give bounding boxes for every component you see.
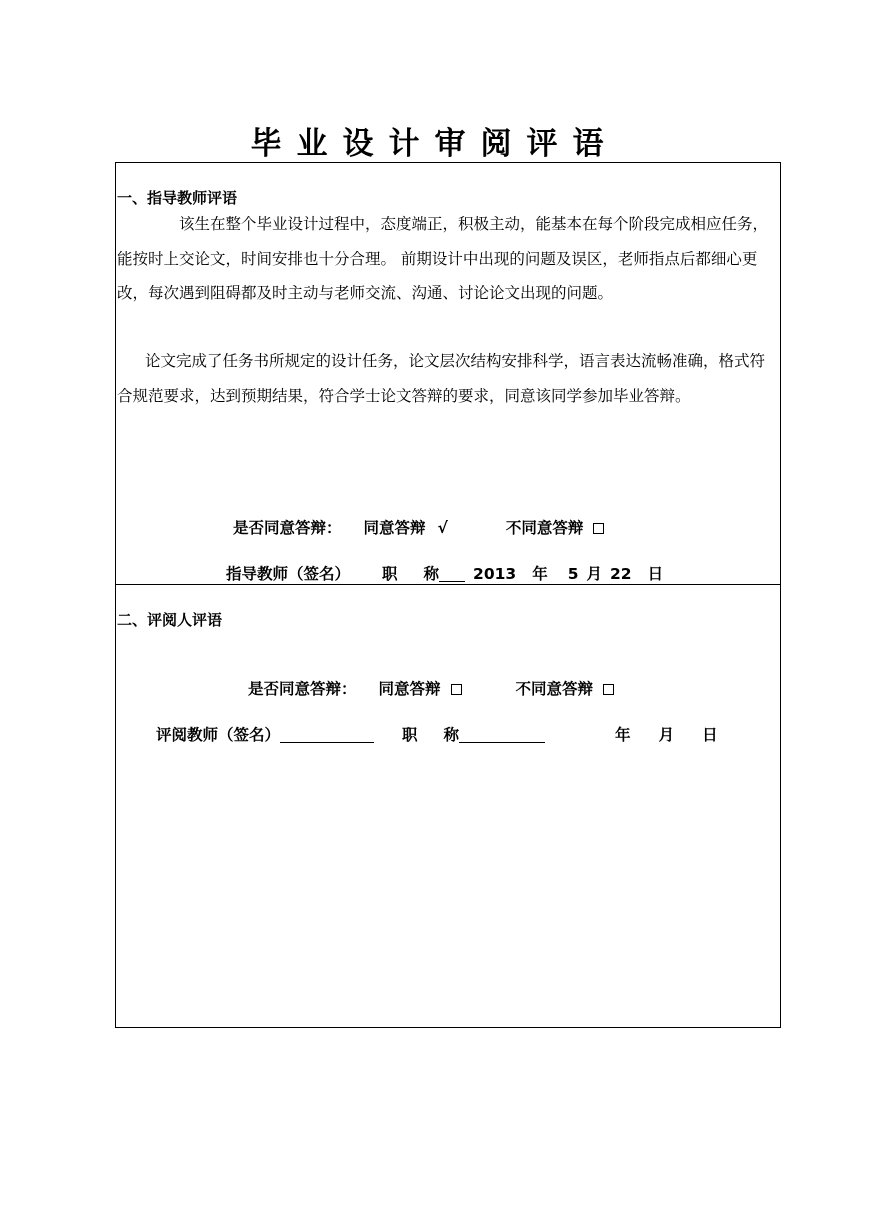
title-underline[interactable] <box>439 565 465 582</box>
signature-underline[interactable] <box>280 726 374 743</box>
year-label: 年 <box>615 726 631 744</box>
advisor-section-heading: 一、指导教师评语 <box>117 189 238 207</box>
disagree-option-label: 不同意答辩 <box>515 680 594 698</box>
reviewer-section-heading: 二、评阅人评语 <box>117 611 223 629</box>
agree-question-label: 是否同意答辩： <box>248 680 357 698</box>
agree-checkmark[interactable]: √ <box>437 519 448 537</box>
advisor-agree-row <box>233 516 604 538</box>
signature-label: 评阅教师（签名） <box>156 726 281 744</box>
title-label-cheng: 称 <box>443 726 460 744</box>
review-form-table <box>115 162 781 1028</box>
agree-option-label: 同意答辩 <box>378 680 441 698</box>
page-title: 毕业设计审阅评语 <box>250 126 619 162</box>
agree-question-label: 是否同意答辩： <box>233 519 342 537</box>
title-label-zhi: 职 <box>402 726 418 744</box>
month-label: 月 <box>586 565 603 583</box>
day-label: 日 <box>702 726 718 744</box>
month-label: 月 <box>658 726 675 744</box>
title-label-zhi: 职 <box>382 565 398 583</box>
disagree-checkbox[interactable] <box>593 523 604 534</box>
date-day: 22 <box>610 565 632 583</box>
reviewer-signature-row <box>156 723 718 745</box>
disagree-checkbox[interactable] <box>603 684 614 695</box>
agree-checkbox[interactable] <box>451 684 462 695</box>
reviewer-agree-row <box>248 677 614 699</box>
signature-label: 指导教师（签名） <box>226 565 351 583</box>
advisor-comment-paragraph-2: 论文完成了任务书所规定的设计任务，论文层次结构安排科学，语言表达流畅准确，格式符合规范要求，达到预期结果，符合学士论文答辩的要求，同意该同学参加毕业答辩。 <box>117 352 766 405</box>
advisor-comment-paragraph-1: 该生在整个毕业设计过程中，态度端正，积极主动，能基本在每个阶段完成相应任务，能按时上交论文，时间安排也十分合理。 前期设计中出现的问题及误区，老师指点后都细心更改，每次遇到阻碍都及时主动与老师交流、沟通、讨论论文出现的问题。 <box>117 215 769 302</box>
title-underline[interactable] <box>459 726 545 743</box>
advisor-signature-row <box>226 562 663 584</box>
disagree-option-label: 不同意答辩 <box>505 519 584 537</box>
date-year: 2013 <box>473 565 517 583</box>
day-label: 日 <box>647 565 664 583</box>
date-month: 5 <box>567 565 579 583</box>
section-divider <box>116 584 780 585</box>
agree-option-label: 同意答辩 <box>363 519 426 537</box>
year-label: 年 <box>532 565 548 583</box>
title-label-cheng: 称 <box>423 565 440 583</box>
